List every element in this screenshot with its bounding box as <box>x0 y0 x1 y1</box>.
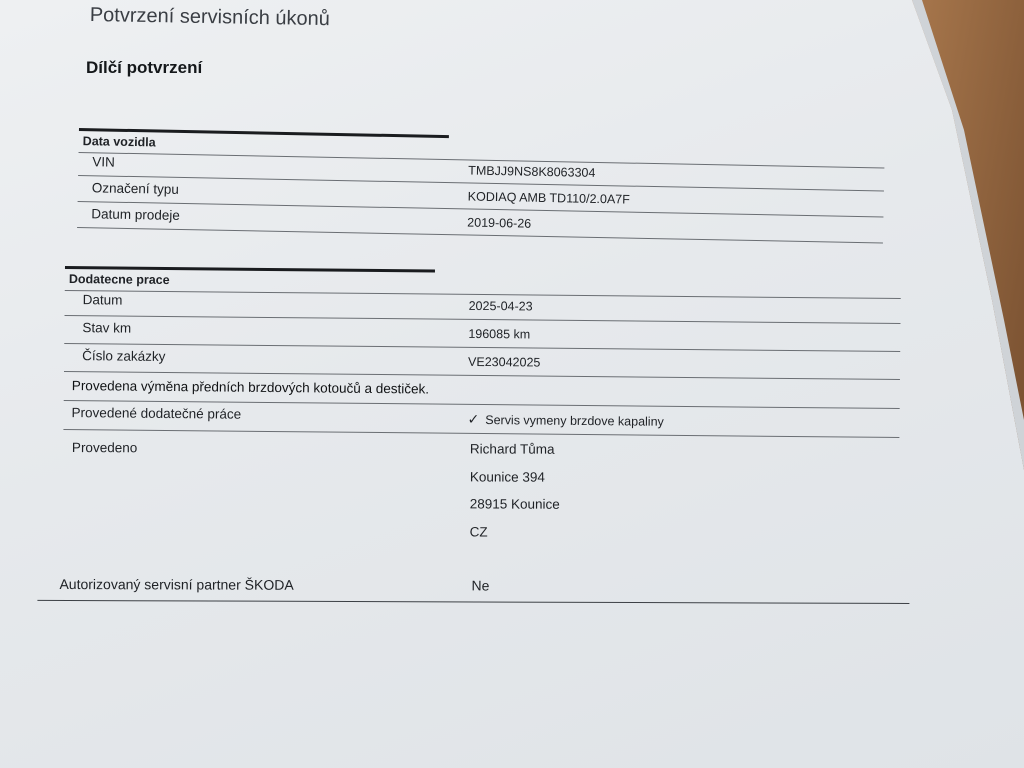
row-label: Provedené dodatečné práce <box>71 405 242 422</box>
document-title: Potvrzení servisních úkonů <box>89 4 331 31</box>
work-note: Provedena výměna předních brzdových kotoučů a destiček. <box>71 378 430 397</box>
checkmark-icon: ✓ <box>467 410 480 427</box>
row-label: Označení typu <box>91 180 180 197</box>
additional-work-section <box>63 266 901 438</box>
row-value: 2025-04-23 <box>468 298 533 314</box>
row-value <box>467 411 663 430</box>
vehicle-data-heading: Data vozidla <box>79 128 449 157</box>
row-value: TMBJJ9NS8K8063304 <box>468 163 596 180</box>
performed-work-value: Servis vymeny brzdove kapaliny <box>485 413 664 429</box>
additional-work-heading: Dodatecne prace <box>65 266 435 292</box>
row-label: Datum <box>82 292 123 308</box>
performed-by-block <box>60 434 920 575</box>
row-value: 2019-06-26 <box>467 215 532 231</box>
address-line: 28915 Kounice <box>469 496 560 512</box>
address-line: Kounice 394 <box>469 468 545 485</box>
row-value: VE23042025 <box>468 354 541 370</box>
row-value: Ne <box>471 577 490 594</box>
authorized-partner-row <box>37 572 909 604</box>
performed-by-address <box>470 441 560 551</box>
row-label: VIN <box>92 154 116 170</box>
row-label: Číslo zakázky <box>82 348 166 364</box>
performed-by-section <box>59 434 920 604</box>
row-label: Datum prodeje <box>91 206 181 223</box>
row-value: KODIAQ AMB TD110/2.0A7F <box>467 189 630 207</box>
address-line: Richard Tůma <box>469 441 555 457</box>
address-line: CZ <box>469 523 488 539</box>
row-value: 196085 km <box>468 326 531 342</box>
row-label: Autorizovaný servisní partner ŠKODA <box>59 575 294 593</box>
document-subtitle: Dílčí potvrzení <box>86 58 203 77</box>
row-label: Stav km <box>82 320 132 336</box>
performed-by-label: Provedeno <box>71 440 138 456</box>
vehicle-data-section <box>77 128 885 243</box>
